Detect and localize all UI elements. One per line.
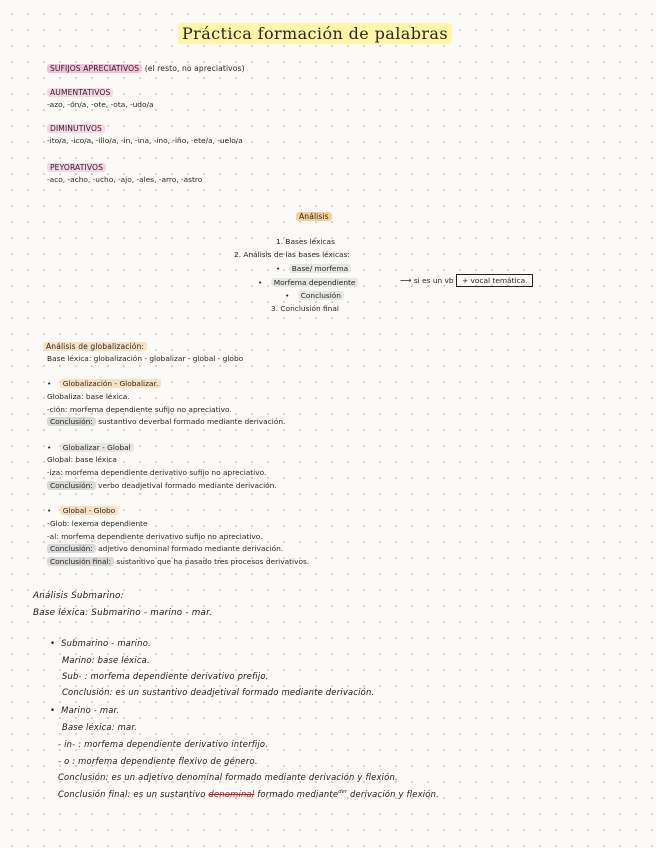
sub-block1-line: Marino: base léxica. [62,655,150,665]
page-title: Práctica formación de palabras [178,23,452,44]
sub-block2-conclusion: Conclusión: es un adjetivo denominal formado mediante derivación y flexión. [58,772,398,782]
globalizacion-base: Base léxica: globalización - globalizar - global - globo [47,354,244,363]
analisis-step-morfema: • Morfema dependiente [258,278,358,287]
analisis-label: Análisis [296,212,332,221]
sub-block1-conclusion: Conclusión: es un sustantivo deadjetival formado mediante derivación. [62,687,375,697]
arrow-right-icon: ⟶ [400,276,412,285]
diminutivos-list: -ito/a, -ico/a, -illo/a, -in, -ina, -ino, -iño, -ete/a, -uelo/a [47,136,243,145]
vocal-tematica-box: + vocal temática. [456,274,534,287]
glob-block1-line: -ción: morfema dependiente sufijo no apreciativo. [47,405,232,414]
analisis-step-conclusion: • Conclusión [285,291,344,300]
submarino-heading: Análisis Submarino: [33,591,124,601]
sub-block1-title: • Submarino - marino. [50,638,151,648]
glob-block1-conclusion: Conclusión: sustantivo deverbal formado mediante derivación. [47,417,285,426]
sufijos-heading: SUFIJOS APRECIATIVOS [47,64,142,73]
analisis-arrow-note: ⟶ si es un vb + vocal temática. [400,276,533,285]
submarino-base: Base léxica: Submarino - marino - mar. [33,608,213,618]
sub-block1-line: Sub- : morfema dependiente derivativo prefijo. [62,671,269,681]
sub-block2-title: • Marino - mar. [50,705,119,715]
glob-final-conclusion: Conclusión final: sustantivo que ha pasado tres procesos derivativos. [47,557,309,566]
analisis-step-1: 1. Bases léxicas [276,237,335,246]
glob-block3-line: -al: morfema dependiente derivativo sufijo no apreciativo. [47,532,263,541]
analisis-step-2: 2. Análisis de las bases léxicas: [234,250,350,259]
struck-word: denominal [208,789,255,799]
glob-block3-title: • Global - Globo [47,506,118,515]
glob-block1-line: Globaliza: base léxica. [47,392,130,401]
sufijos-heading-line [47,64,245,73]
glob-block2-line: Global: base léxica [47,455,117,464]
aumentativos-label: AUMENTATIVOS [47,88,113,97]
analisis-step-3: 3. Conclusión final [271,304,339,313]
globalizacion-heading: Análisis de globalización: [43,342,147,351]
sub-block2-line: - o : morfema dependiente flexivo de género. [58,756,258,766]
glob-block1-title: • Globalización - Globalizar. [47,379,161,388]
peyorativos-label: PEYORATIVOS [47,163,106,172]
glob-block3-line: -Glob: lexema dependiente [47,519,148,528]
glob-block2-conclusion: Conclusión: verbo deadjetival formado mediante derivación. [47,481,277,490]
glob-block3-conclusion: Conclusión: adjetivo denominal formado mediante derivación. [47,544,283,553]
sub-final-conclusion: Conclusión final: es un sustantivo denominal formado mediante$^{der}$ derivación y flexión. [58,789,439,799]
sufijos-note: (el resto, no apreciativos) [144,64,245,73]
glob-block2-line: -iza: morfema dependiente derivativo sufijo no apreciativo. [47,468,267,477]
peyorativos-list: -aco, -acho, -ucho, -ajo, -ales, -arro, -astro [47,175,203,184]
sub-block2-line: - in- : morfema dependiente derivativo interfijo. [58,739,269,749]
glob-block2-title: • Globalizar - Global [47,443,134,452]
aumentativos-list: -azo, -ón/a, -ote, -ota, -udo/a [47,100,154,109]
analisis-step-base: • Base/ morfema [276,264,351,273]
sub-block2-line: Base léxica: mar. [62,722,138,732]
diminutivos-label: DIMINUTIVOS [47,124,105,133]
